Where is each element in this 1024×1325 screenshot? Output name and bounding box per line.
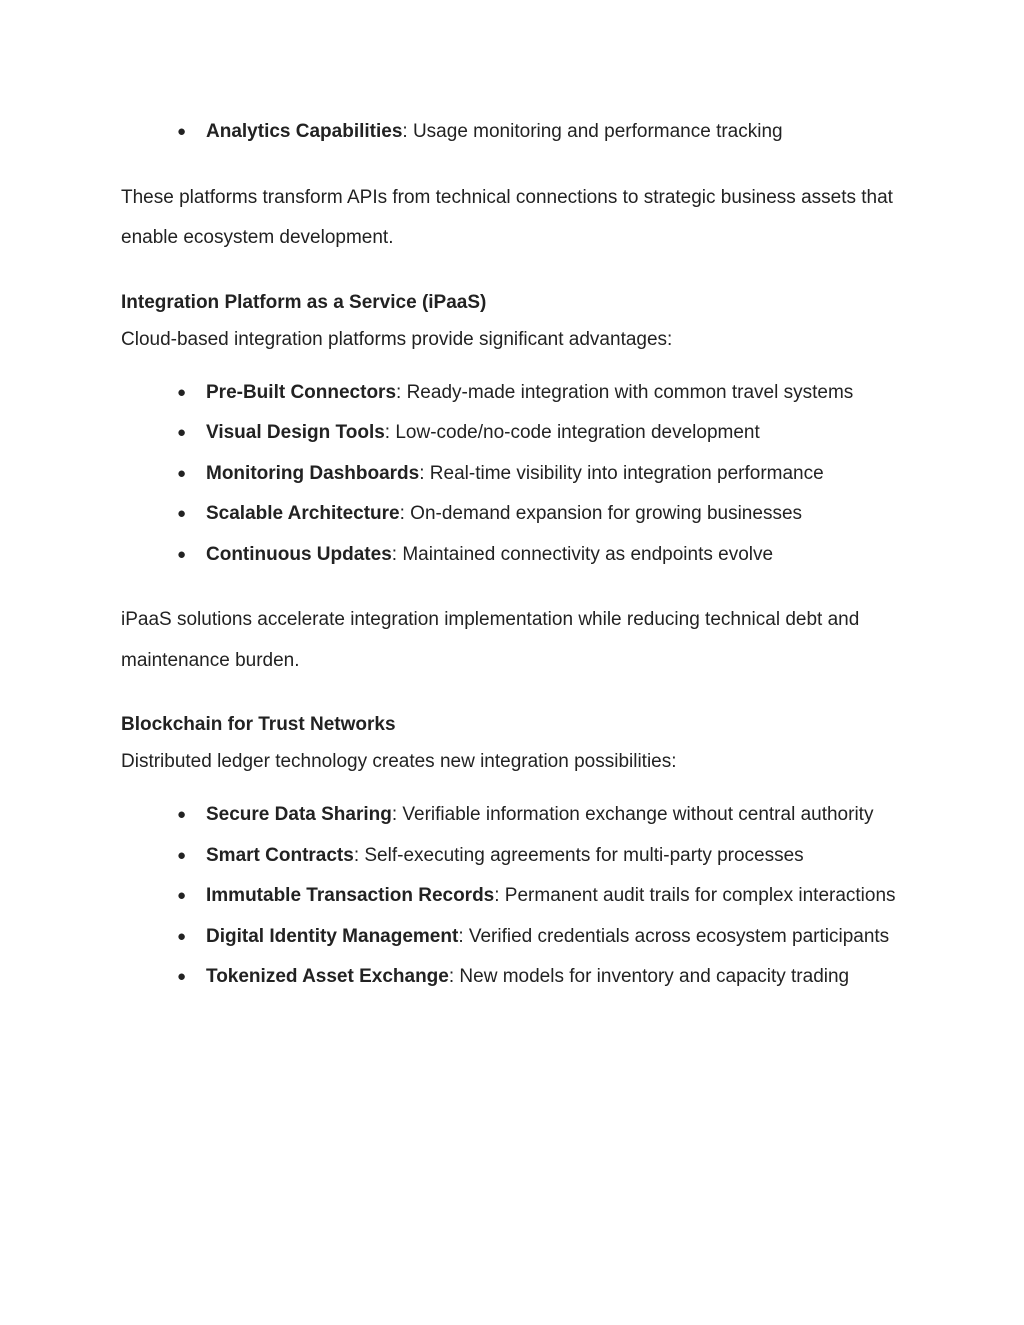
list-item	[177, 836, 911, 877]
bullet-icon: ●	[177, 424, 187, 441]
list-item-term: Pre-Built Connectors	[206, 381, 397, 403]
bullet-list-ipaas	[121, 373, 911, 576]
list-item-description: : Maintained connectivity as endpoints evolve	[391, 543, 774, 565]
bullet-list-analytics	[121, 112, 911, 153]
paragraph-api-platforms: These platforms transform APIs from technical connections to strategic business assets that enable ecosystem development.	[121, 186, 893, 248]
list-item-description: : Real-time visibility into integration performance	[419, 462, 824, 484]
list-item	[177, 454, 911, 495]
list-item	[177, 795, 911, 836]
list-item	[177, 535, 911, 576]
list-item-term: Analytics Capabilities	[206, 121, 403, 142]
bullet-icon: ●	[177, 887, 187, 904]
list-item-description: : Self-executing agreements for multi-party processes	[353, 844, 804, 866]
list-item-term: Tokenized Asset Exchange	[206, 966, 449, 987]
bullet-icon: ●	[177, 545, 187, 563]
list-item	[177, 957, 911, 998]
list-item	[177, 413, 911, 454]
list-item-description: : New models for inventory and capacity trading	[448, 966, 850, 987]
list-item-term: Visual Design Tools	[206, 422, 385, 443]
list-item-term: Immutable Transaction Records	[206, 885, 495, 906]
list-item-description: : Low-code/no-code integration development	[384, 422, 760, 443]
bullet-icon: ●	[177, 968, 187, 985]
list-item-term: Continuous Updates	[206, 543, 392, 565]
section-heading-ipaas: Integration Platform as a Service (iPaaS)	[121, 291, 487, 313]
list-item-description: : Verifiable information exchange without central authority	[391, 804, 874, 825]
bullet-icon: ●	[177, 505, 187, 522]
list-item	[177, 373, 911, 414]
paragraph-ipaas-summary: iPaaS solutions accelerate integration implementation while reducing technical debt and maintenance burden.	[121, 609, 860, 671]
bullet-list-blockchain	[121, 795, 911, 998]
list-item	[177, 917, 911, 958]
document-page	[121, 112, 911, 998]
bullet-icon: ●	[177, 846, 187, 864]
bullet-icon: ●	[177, 464, 187, 482]
list-item-description: : Permanent audit trails for complex interactions	[494, 885, 896, 906]
list-item-term: Secure Data Sharing	[206, 804, 392, 825]
bullet-icon: ●	[177, 383, 187, 401]
section-intro-blockchain: Distributed ledger technology creates new integration possibilities:	[121, 751, 677, 772]
list-item-term: Digital Identity Management	[206, 925, 459, 947]
list-item-description: : Ready-made integration with common travel systems	[396, 381, 854, 403]
list-item	[177, 112, 911, 153]
bullet-icon: ●	[177, 123, 187, 140]
list-item-description: : On-demand expansion for growing businesses	[399, 503, 803, 524]
list-item-term: Monitoring Dashboards	[206, 462, 420, 484]
list-item-term: Smart Contracts	[206, 844, 354, 866]
list-item-description: : Usage monitoring and performance tracking	[402, 121, 783, 142]
bullet-icon: ●	[177, 927, 187, 945]
section-heading-blockchain: Blockchain for Trust Networks	[121, 714, 396, 735]
list-item	[177, 876, 911, 917]
section-intro-ipaas: Cloud-based integration platforms provide significant advantages:	[121, 328, 673, 350]
list-item-description: : Verified credentials across ecosystem participants	[458, 925, 890, 947]
bullet-icon: ●	[177, 806, 187, 823]
list-item	[177, 494, 911, 535]
list-item-term: Scalable Architecture	[206, 503, 400, 524]
